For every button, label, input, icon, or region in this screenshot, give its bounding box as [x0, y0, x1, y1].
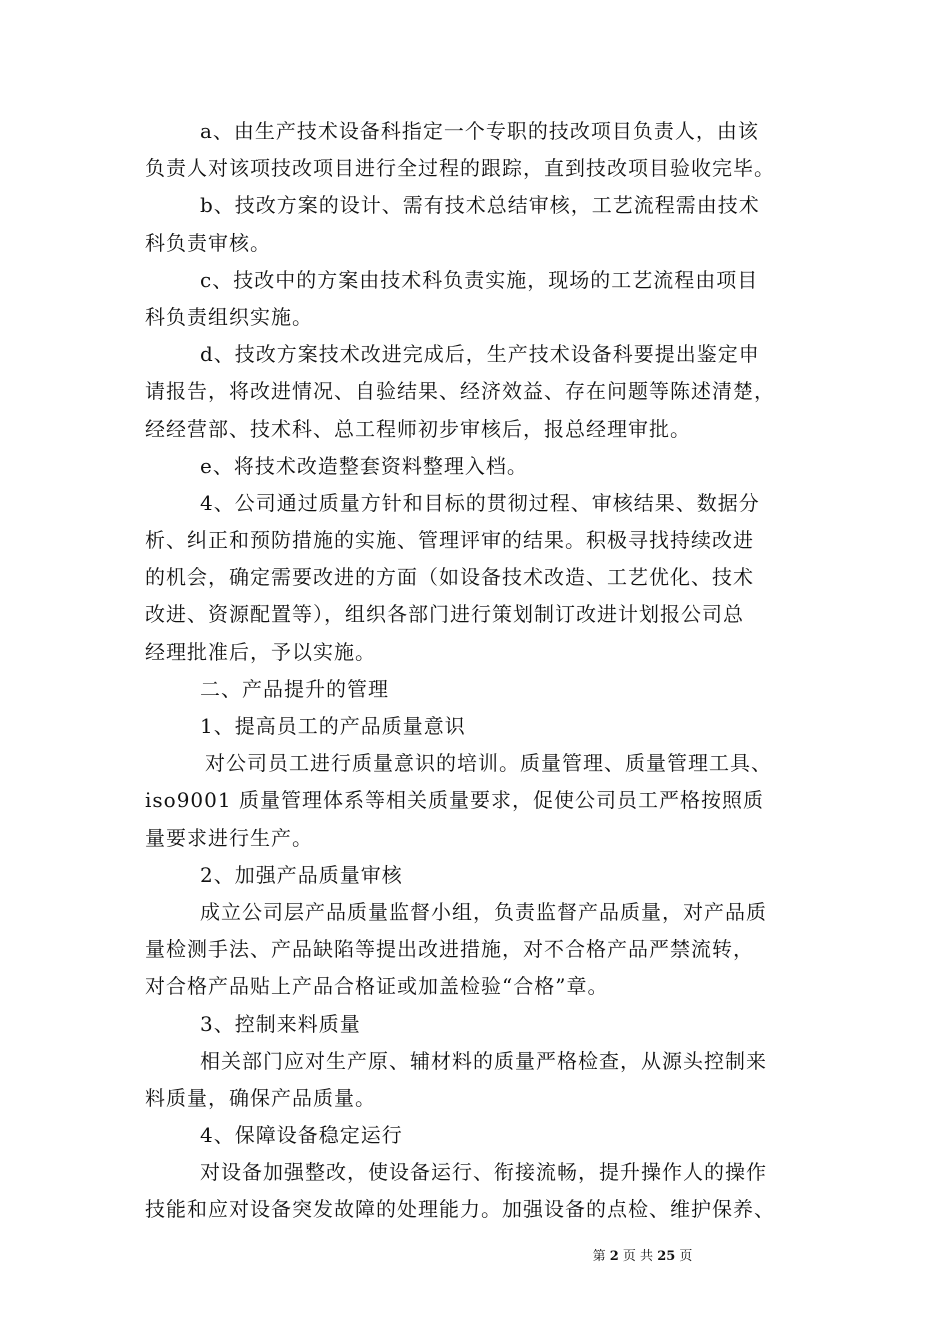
- text-line: 负责人对该项技改项目进行全过程的跟踪，直到技改项目验收完毕。: [145, 156, 775, 181]
- text-line: 请报告，将改进情况、自验结果、经济效益、存在问题等陈述清楚，: [145, 379, 775, 404]
- text-line: iso9001 质量管理体系等相关质量要求，促使公司员工严格按照质: [145, 788, 764, 813]
- text-line: 量检测手法、产品缺陷等提出改进措施，对不合格产品严禁流转，: [145, 937, 754, 962]
- text-line: b、技改方案的设计、需有技术总结审核，工艺流程需由技术: [200, 193, 760, 218]
- text-line: 经理批准后，予以实施。: [145, 639, 376, 664]
- text-line: d、技改方案技术改进完成后，生产技术设备科要提出鉴定申: [200, 342, 760, 367]
- text-line: 改进、资源配置等），组织各部门进行策划制订改进计划报公司总: [145, 602, 744, 627]
- text-line: 科负责审核。: [145, 230, 271, 255]
- total-page-count: 25: [657, 1249, 676, 1264]
- current-page-number: 2: [609, 1249, 619, 1264]
- text-line: 经经营部、技术科、总工程师初步审核后，报总经理审批。: [145, 416, 691, 441]
- footer-suffix: 页: [679, 1249, 693, 1264]
- text-line: 对设备加强整改，使设备运行、衔接流畅，提升操作人的操作: [200, 1160, 767, 1185]
- text-line: 成立公司层产品质量监督小组，负责监督产品质量，对产品质: [200, 899, 767, 924]
- text-line: 科负责组织实施。: [145, 304, 313, 329]
- text-line: 对合格产品贴上产品合格证或加盖检验“合格”章。: [145, 974, 609, 999]
- footer-middle: 页 共: [622, 1249, 654, 1264]
- text-line: 析、纠正和预防措施的实施、管理评审的结果。积极寻找持续改进: [145, 528, 754, 553]
- text-line: 3、控制来料质量: [200, 1011, 361, 1036]
- text-line: 量要求进行生产。: [145, 825, 313, 850]
- text-line: 2、加强产品质量审核: [200, 862, 403, 887]
- text-line: 二、产品提升的管理: [200, 676, 389, 701]
- text-line: 的机会，确定需要改进的方面（如设备技术改造、工艺优化、技术: [145, 565, 754, 590]
- text-line: 1、提高员工的产品质量意识: [200, 714, 466, 738]
- text-line: c、技改中的方案由技术科负责实施，现场的工艺流程由项目: [200, 267, 759, 292]
- text-line: e、将技术改造整套资料整理入档。: [200, 453, 528, 478]
- text-line: 相关部门应对生产原、辅材料的质量严格检查，从源头控制来: [200, 1048, 767, 1073]
- text-line: 料质量，确保产品质量。: [145, 1085, 376, 1110]
- text-line: 技能和应对设备突发故障的处理能力。加强设备的点检、维护保养、: [145, 1197, 775, 1222]
- text-line: 4、公司通过质量方针和目标的贯彻过程、审核结果、数据分: [200, 490, 760, 515]
- footer-prefix: 第: [592, 1249, 606, 1264]
- text-line: 4、保障设备稳定运行: [200, 1123, 403, 1148]
- text-line: a、由生产技术设备科指定一个专职的技改项目负责人，由该: [200, 119, 759, 143]
- page-footer: [0, 1245, 950, 1264]
- document-body: [145, 113, 825, 1229]
- text-line: 对公司员工进行质量意识的培训。质量管理、质量管理工具、: [205, 751, 772, 776]
